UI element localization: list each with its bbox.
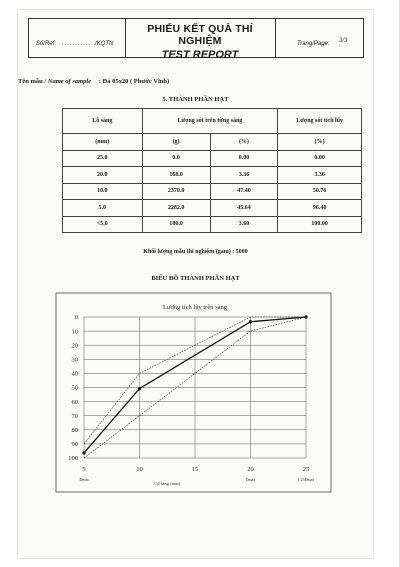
table-cell: 20.0: [63, 167, 143, 184]
table-cell: 96.40: [278, 200, 362, 217]
table-cell: 3.36: [210, 167, 278, 184]
table-cell: 100.00: [278, 216, 362, 233]
table-cell: 45.64: [210, 200, 278, 217]
y-tick-label: 70: [71, 412, 78, 420]
x-tick-label: 20: [247, 466, 254, 473]
chart-frame: [56, 293, 331, 492]
sample-label-vi: Tên mẫu /: [18, 78, 47, 85]
page-label: Trang/Page:: [297, 41, 330, 47]
y-tick-label: 90: [71, 441, 78, 449]
x-tick-label: 5: [82, 466, 86, 473]
table-cell: 50.76: [278, 183, 362, 200]
sample-label-en: Name of sample: [47, 78, 92, 85]
y-tick-label: 40: [71, 370, 78, 378]
x-sublabel: 1.25Dmax: [297, 477, 315, 482]
section-title: 5. THÀNH PHẦN HẠT: [162, 96, 229, 103]
sample-name: : Đá 05x20 ( Phước Vĩnh): [98, 78, 170, 85]
col-header-sieve: Lỗ sàng: [63, 109, 143, 134]
table-cell: 168.0: [142, 167, 210, 184]
report-title-en: TEST REPORT: [161, 49, 239, 61]
table-cell: 2282.0: [142, 200, 210, 217]
table-cell: 2370.0: [142, 183, 210, 200]
y-tick-label: 50: [71, 384, 78, 392]
grading-chart: [18, 10, 373, 558]
grading-point: [249, 320, 252, 323]
y-tick-label: 10: [71, 328, 78, 336]
y-tick-label: 20: [71, 342, 78, 350]
grading-point: [82, 451, 85, 454]
y-tick-label: 60: [71, 398, 78, 406]
y-tick-label: 80: [71, 427, 78, 434]
chart-title: Lượng tích lũy trên sàng: [162, 304, 228, 311]
table-cell: 25.0: [63, 150, 143, 167]
grading-point: [138, 387, 141, 390]
x-sublabel: Dmax: [245, 477, 256, 482]
document-page: [18, 10, 373, 558]
ref-blank: .............: [62, 41, 97, 47]
y-tick-label: 0: [74, 314, 78, 322]
unit-cell: (%): [210, 134, 278, 151]
table-cell: 0.0: [142, 150, 210, 167]
x-tick-label: 10: [136, 466, 143, 473]
y-tick-label: 100: [68, 455, 78, 463]
x-tick-label: 25: [302, 466, 310, 473]
x-axis-label: Cỡ sàng (mm): [154, 481, 181, 486]
sample-mass-note: Khối lượng mẫu thí nghiệm (gam) : 5000: [143, 249, 248, 255]
table-cell: 10.0: [63, 183, 143, 200]
chart-heading: BIỂU ĐỒ THÀNH PHẦN HẠT: [151, 275, 240, 282]
table-cell: 3.60: [210, 216, 278, 233]
ref-label: Số/Ref:: [36, 41, 57, 47]
table-cell: <5,0: [63, 216, 143, 233]
table-cell: 5.0: [63, 200, 143, 217]
x-sublabel: Dmin: [79, 477, 89, 482]
unit-cell: (g): [142, 134, 210, 151]
table-cell: 0.00: [210, 150, 278, 167]
unit-cell: (mm): [63, 134, 143, 151]
col-header-retained: Lượng sót trên từng sàng: [142, 109, 278, 134]
col-header-cumulative: Lượng sót tích lũy: [278, 109, 362, 134]
page-number: 3/3: [339, 38, 348, 44]
ref-suffix: /KQTN: [95, 41, 114, 47]
x-tick-label: 15: [191, 466, 199, 473]
y-tick-label: 30: [71, 356, 78, 364]
table-cell: 3.36: [278, 167, 362, 184]
report-title-vi: PHIẾU KẾT QUẢ THÍ NGHIỆM: [147, 23, 253, 47]
table-cell: 47.40: [210, 183, 278, 200]
table-cell: 0.00: [278, 150, 362, 167]
unit-cell: (%): [278, 134, 362, 151]
table-cell: 180.0: [142, 216, 210, 233]
